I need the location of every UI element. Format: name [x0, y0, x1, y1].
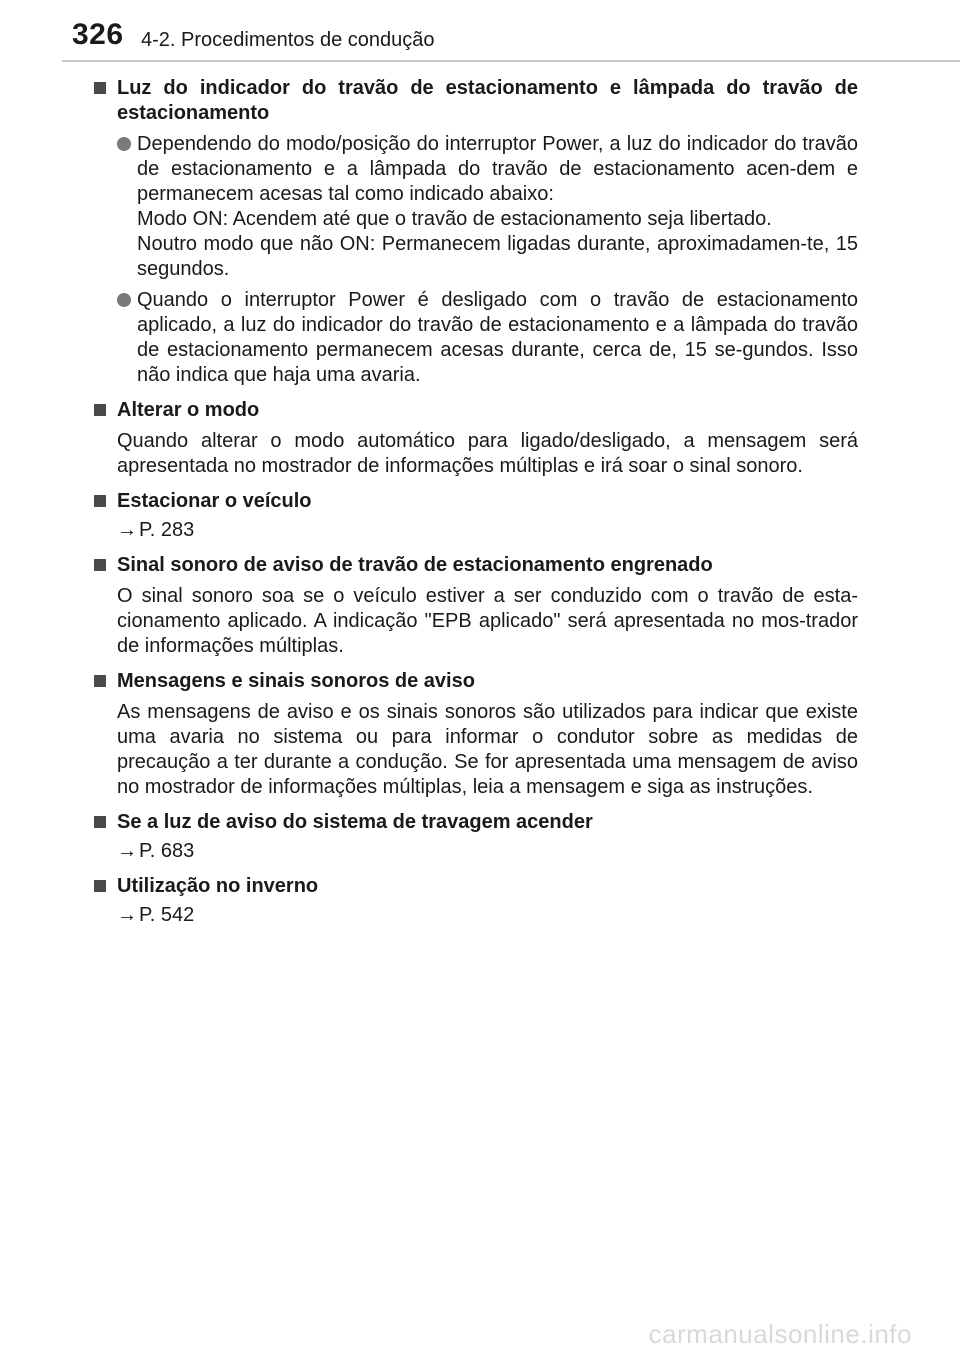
section-warning-messages [92, 669, 858, 800]
arrow-right-icon: → [117, 840, 137, 862]
section-heading: Sinal sonoro de aviso de travão de estacionamento engrenado [117, 554, 713, 576]
page-reference-text: P. 683 [139, 840, 195, 862]
watermark: carmanualsonline.info [648, 1319, 912, 1349]
page-reference[interactable] [117, 839, 858, 864]
page-reference[interactable] [117, 518, 858, 543]
page-content [92, 76, 858, 938]
circle-bullet-icon [117, 293, 131, 307]
bullet-item [117, 288, 858, 388]
square-bullet-icon [94, 675, 106, 687]
section-change-mode [92, 398, 858, 479]
section-heading: Alterar o modo [117, 399, 260, 421]
square-bullet-icon [94, 559, 106, 571]
section-heading: Estacionar o veículo [117, 490, 312, 512]
section-body: Quando alterar o modo automático para ligado/desligado, a mensagem será apresentada no mostrador de informações múltiplas e irá soar o sinal sonoro. [117, 430, 858, 477]
square-bullet-icon [94, 82, 106, 94]
mode-note-on: Modo ON: Acendem até que o travão de estacionamento seja libertado. [137, 208, 772, 230]
page-reference-text: P. 542 [139, 904, 195, 926]
arrow-right-icon: → [117, 904, 137, 926]
page-number: 326 [72, 18, 124, 51]
header-divider [62, 60, 960, 62]
section-winter-use [92, 874, 858, 928]
bullet-text: Dependendo do modo/posição do interruptor Power, a luz do indicador do travão de estacionamento e a lâmpada do travão de estacionamento acen-dem e permanecem acesas tal como indicado abaixo: [137, 133, 858, 205]
page-reference-text: P. 283 [139, 519, 195, 541]
mode-note-other: Noutro modo que não ON: Permanecem ligadas durante, aproximadamen-te, 15 segundos. [137, 233, 858, 280]
square-bullet-icon [94, 404, 106, 416]
section-heading: Se a luz de aviso do sistema de travagem acender [117, 811, 593, 833]
square-bullet-icon [94, 880, 106, 892]
arrow-right-icon: → [117, 519, 137, 541]
section-heading: Mensagens e sinais sonoros de aviso [117, 670, 475, 692]
page-header [0, 0, 960, 62]
section-title: 4-2. Procedimentos de condução [141, 29, 435, 51]
bullet-text: Quando o interruptor Power é desligado com o travão de estacionamento aplicado, a luz do indicador do travão de estacionamento e a lâmpada do travão de estacionamento permanecem acesas durante, cerca de, 15 se-gundos. Isso não indica que haja uma avaria. [137, 289, 858, 386]
section-parking-vehicle [92, 489, 858, 543]
section-body: As mensagens de aviso e os sinais sonoros são utilizados para indicar que existe uma avaria no sistema ou para informar o condutor sobre as medidas de precaução a ter durante a condução. Se for apresentada uma mensagem de aviso no mostrador de informações múltiplas, leia a mensagem e siga as instruções. [117, 701, 858, 798]
section-parking-brake-buzzer [92, 553, 858, 659]
section-body: O sinal sonoro soa se o veículo estiver a ser conduzido com o travão de esta-cionamento aplicado. A indicação "EPB aplicado" será apresentada no mos-trador de informações múltiplas. [117, 585, 858, 657]
section-heading: Utilização no inverno [117, 875, 319, 897]
bullet-item [117, 132, 858, 282]
square-bullet-icon [94, 495, 106, 507]
section-heading: Luz do indicador do travão de estacionamento e lâmpada do travão de estacionamento [117, 77, 858, 124]
section-brake-warning-light [92, 810, 858, 864]
square-bullet-icon [94, 816, 106, 828]
circle-bullet-icon [117, 137, 131, 151]
page-reference[interactable] [117, 903, 858, 928]
section-parking-brake-indicator [92, 76, 858, 388]
